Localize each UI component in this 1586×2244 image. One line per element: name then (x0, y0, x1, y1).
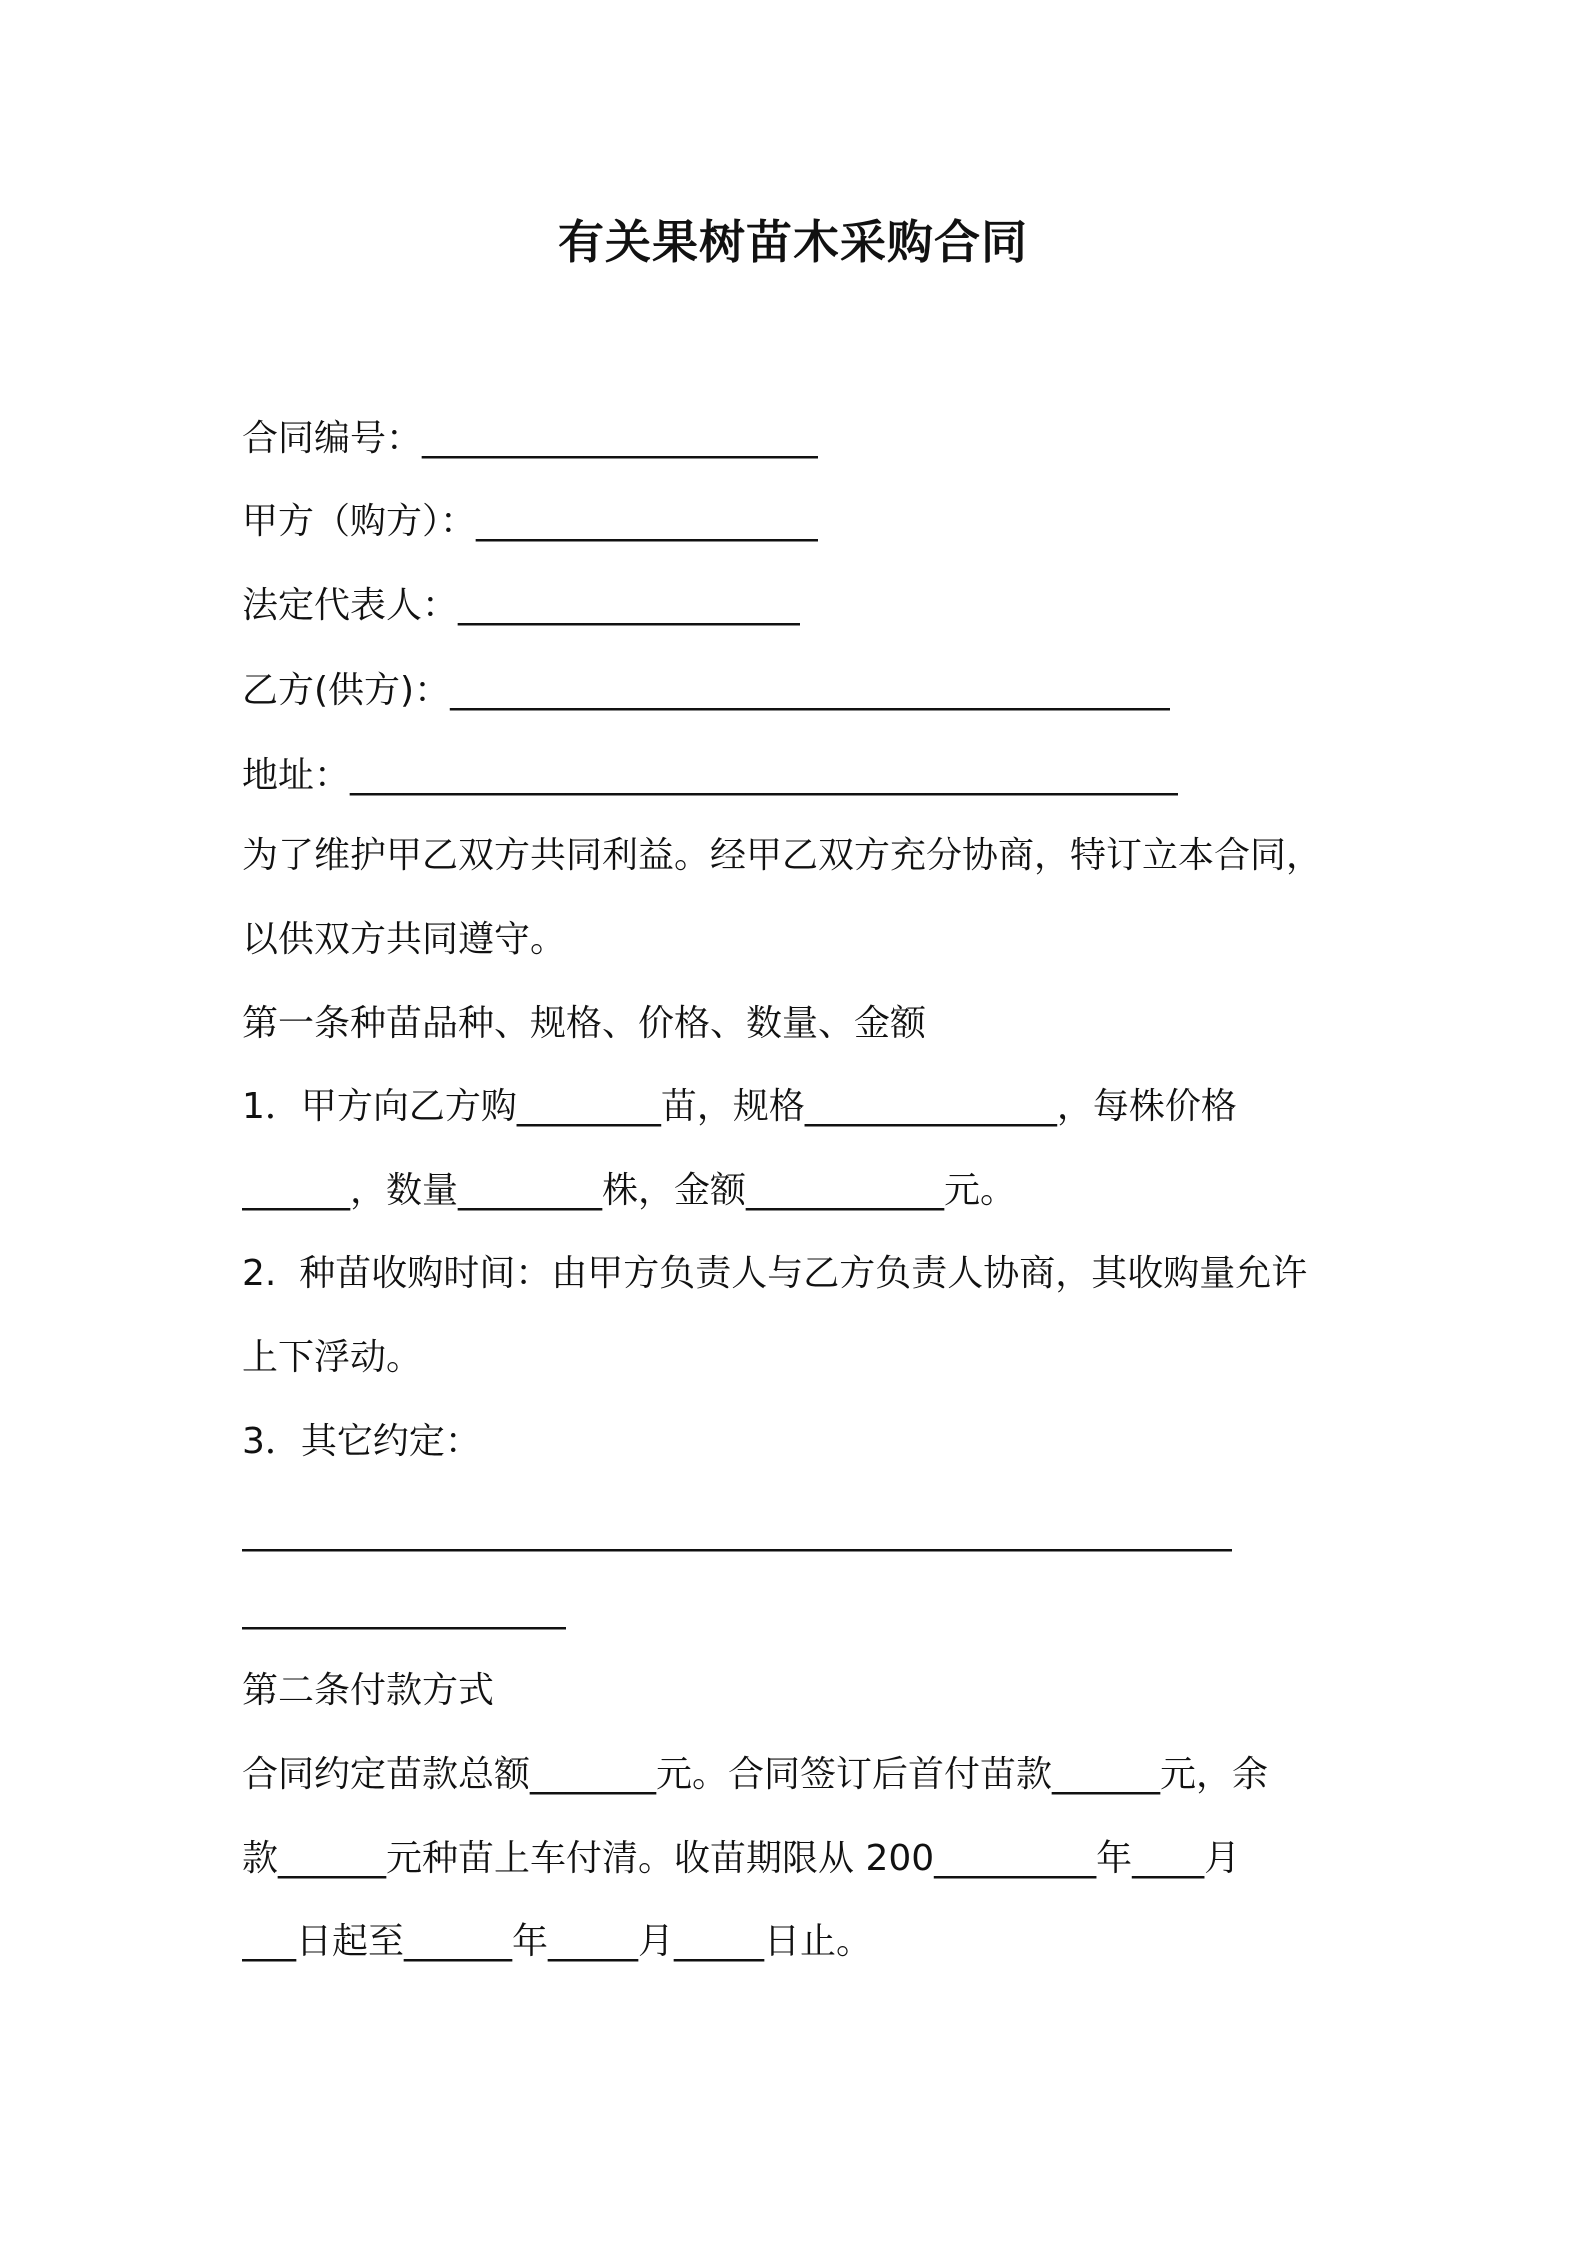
article-2-heading: 第二条付款方式 (242, 1670, 495, 1711)
article-2-line-2: 款______元种苗上车付清。收苗期限从 200_________年____月 (242, 1838, 1241, 1879)
legal-representative-line: 法定代表人：___________________ (242, 585, 801, 626)
document-title: 有关果树苗木采购合同 (558, 215, 1028, 269)
article-1-item-3: 3．其它约定： (242, 1421, 481, 1462)
blank-line-1: _______________________________________________________ (242, 1511, 1232, 1552)
article-1-item-2-line-1: 2. 种苗收购时间：由甲方负责人与乙方负责人协商，其收购量允许 (242, 1253, 1308, 1294)
article-2-line-1: 合同约定苗款总额_______元。合同签订后首付苗款______元，余 (242, 1754, 1269, 1795)
article-1-heading: 第一条种苗品种、规格、价格、数量、金额 (242, 1003, 927, 1044)
contract-number-line: 合同编号：______________________ (242, 418, 819, 459)
article-1-item-2-line-2: 上下浮动。 (242, 1337, 423, 1378)
blank-line-2: __________________ (242, 1589, 566, 1630)
article-1-item-1-line-2: ______，数量________株，金额___________元。 (242, 1170, 1017, 1211)
party-a-line: 甲方（购方）：___________________ (242, 501, 819, 542)
preamble-line-2: 以供双方共同遵守。 (242, 919, 567, 960)
article-1-item-1-line-1: 1．甲方向乙方购________苗，规格______________，每株价格 (242, 1086, 1237, 1127)
party-b-line: 乙方(供方)：________________________________________ (242, 670, 1171, 711)
address-line: 地址：______________________________________________ (242, 755, 1179, 796)
preamble-line-1: 为了维护甲乙双方共同利益。经甲乙双方充分协商，特订立本合同， (242, 835, 1323, 876)
article-2-line-3: ___日起至______年_____月_____日止。 (242, 1921, 873, 1962)
